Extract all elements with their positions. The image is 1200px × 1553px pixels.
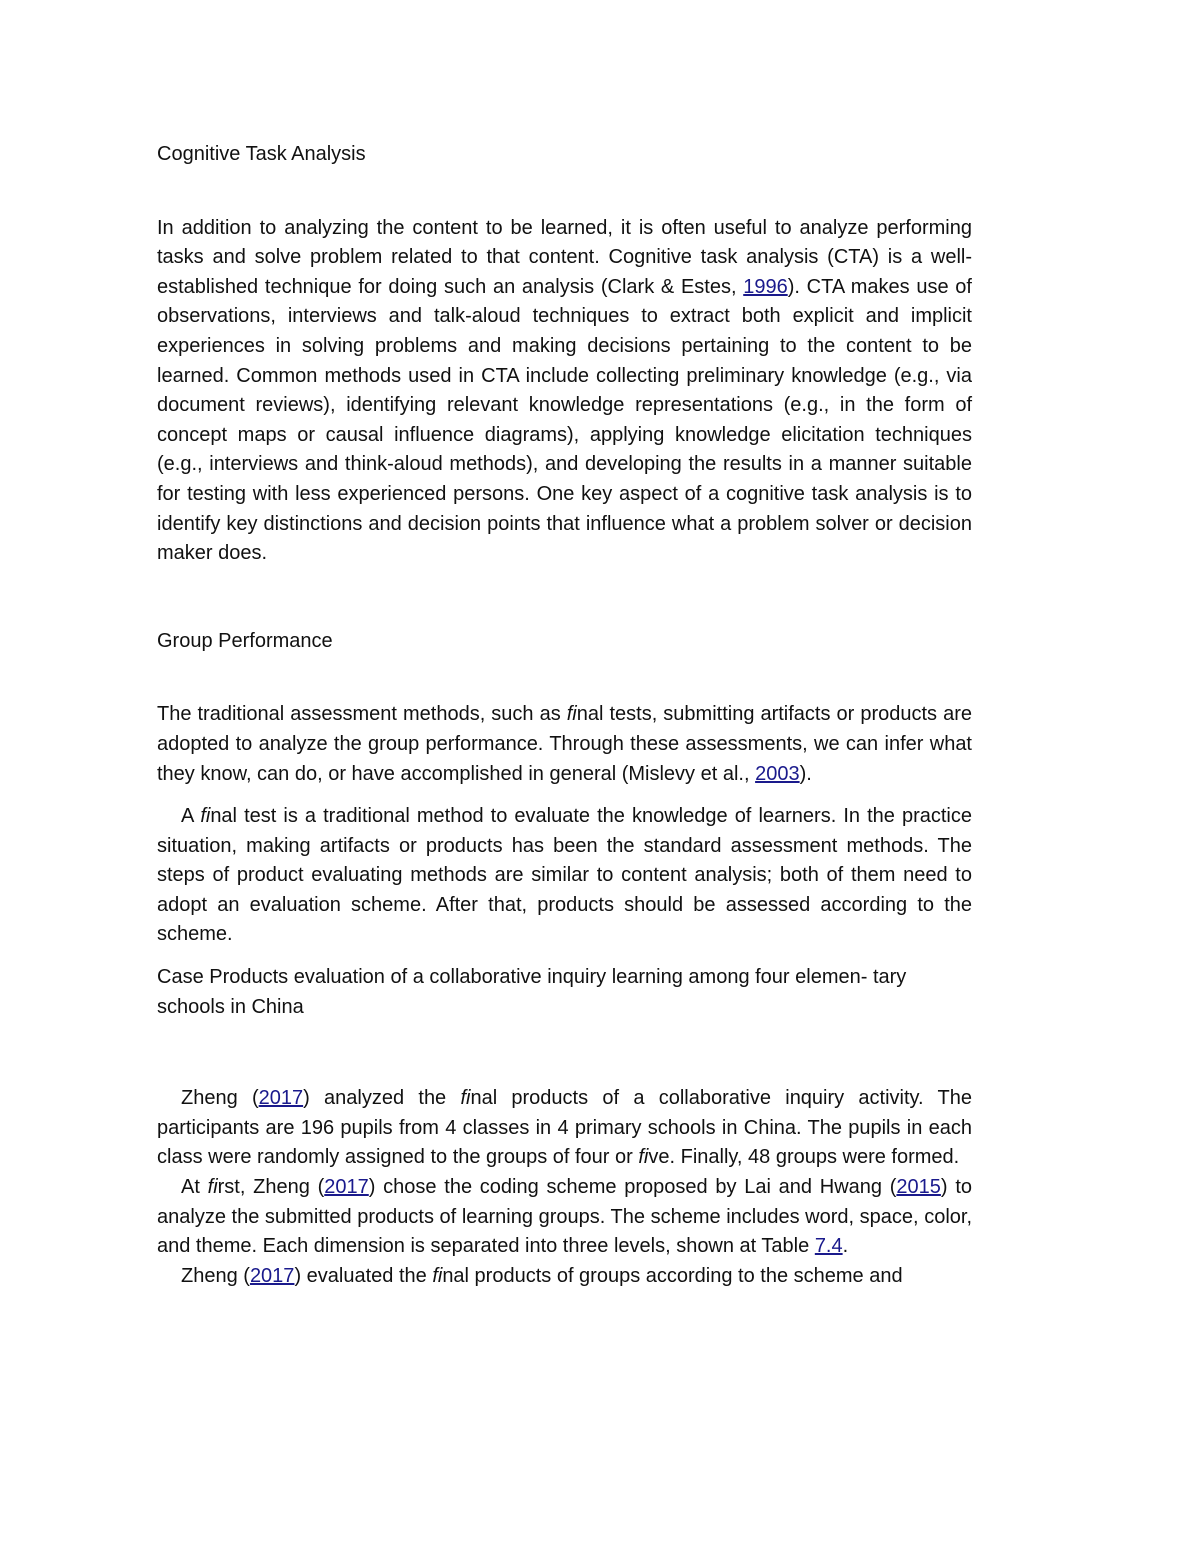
text-segment: ) analyzed the xyxy=(303,1087,461,1110)
text-segment: ve. Finally, 48 groups were formed. xyxy=(648,1146,960,1169)
text-segment: A xyxy=(181,805,201,828)
text-segment: Zheng ( xyxy=(181,1087,259,1110)
section-heading-cognitive-task-analysis: Cognitive Task Analysis xyxy=(157,143,366,165)
ligature-fi: fi xyxy=(432,1264,443,1287)
text-segment: Zheng ( xyxy=(181,1264,250,1287)
text-segment: nal products of groups according to the scheme and xyxy=(442,1264,903,1287)
document-page xyxy=(157,140,972,1291)
text-segment: nal tests, submitting artifacts or products are adopted to analyze the group performance. Through these assessments, we can infer what they know, can do, or have accomplished in general (Mislevy et al., xyxy=(157,703,972,785)
ligature-fi: fi xyxy=(460,1087,471,1110)
text-segment: ) to analyze the submitted products of learning groups. The scheme includes word, space, color, and theme. Each dimension is separated into three levels, shown at Table xyxy=(157,1176,972,1258)
citation-link[interactable]: 2017 xyxy=(324,1176,369,1199)
text-segment: ). xyxy=(799,762,812,785)
paragraph-zheng-evaluation xyxy=(157,1262,972,1292)
citation-link[interactable]: 2015 xyxy=(896,1176,941,1199)
section-heading-group-performance: Group Performance xyxy=(157,629,333,652)
paragraph-coding-scheme xyxy=(157,1173,972,1262)
citation-link[interactable]: 2003 xyxy=(755,762,800,785)
paragraph-cta xyxy=(157,214,972,569)
text-segment: nal test is a traditional method to evaluate the knowledge of learners. In the practice situation, making artifacts or products has been the standard assessment methods. The steps of product evaluating methods are similar to content analysis; both of them need to adopt an evaluation scheme. After that, products should be assessed according to the scheme. xyxy=(157,805,972,946)
paragraph-zheng-analysis xyxy=(157,1084,972,1173)
ligature-fi: fi xyxy=(566,703,577,726)
text-segment: rst, Zheng ( xyxy=(217,1176,325,1199)
ligature-fi: fi xyxy=(200,805,211,828)
text-segment: In addition to analyzing the content to be learned, it is often useful to analyze performing tasks and solve problem related to that content. Cognitive task analysis (CTA) is a well-established technique for doing such an analysis (Clark & Estes, xyxy=(157,216,972,298)
text-segment: ). CTA makes use of observations, interviews and talk-aloud techniques to extract both explicit and implicit experiences in solving problems and making decisions pertaining to the content to be learned. Common methods used in CTA include collecting preliminary knowledge (e.g., via document reviews), identifying relevant knowledge representations (e.g., in the form of concept maps or causal influence diagrams), applying knowledge elicitation techniques (e.g., interviews and think-aloud methods), and developing the results in a manner suitable for testing with less experienced persons. One key aspect of a cognitive task analysis is to identify key distinctions and decision points that influence what a problem solver or decision maker does. xyxy=(157,275,972,565)
table-reference-link[interactable]: 7.4 xyxy=(814,1235,843,1258)
text-segment: ) chose the coding scheme proposed by Lai and Hwang ( xyxy=(368,1176,897,1199)
text-segment: At xyxy=(181,1176,208,1199)
paragraph-traditional-assessment xyxy=(157,700,972,789)
ligature-fi: fi xyxy=(207,1176,218,1199)
ligature-fi: fi xyxy=(638,1146,649,1169)
citation-link[interactable]: 2017 xyxy=(258,1087,304,1110)
paragraph-final-test xyxy=(157,802,972,950)
text-segment: . xyxy=(842,1235,849,1258)
case-title: Case Products evaluation of a collaborative inquiry learning among four elemen- tary schools in China xyxy=(157,966,907,1018)
text-segment: ) evaluated the xyxy=(294,1264,433,1287)
text-segment: nal products of a collaborative inquiry activity. The participants are 196 pupils from 4 classes in 4 primary schools in China. The pupils in each class were randomly assigned to the groups of four or xyxy=(157,1087,972,1169)
citation-link[interactable]: 1996 xyxy=(743,275,788,298)
text-segment: The traditional assessment methods, such as xyxy=(157,703,567,726)
citation-link[interactable]: 2017 xyxy=(249,1264,295,1287)
